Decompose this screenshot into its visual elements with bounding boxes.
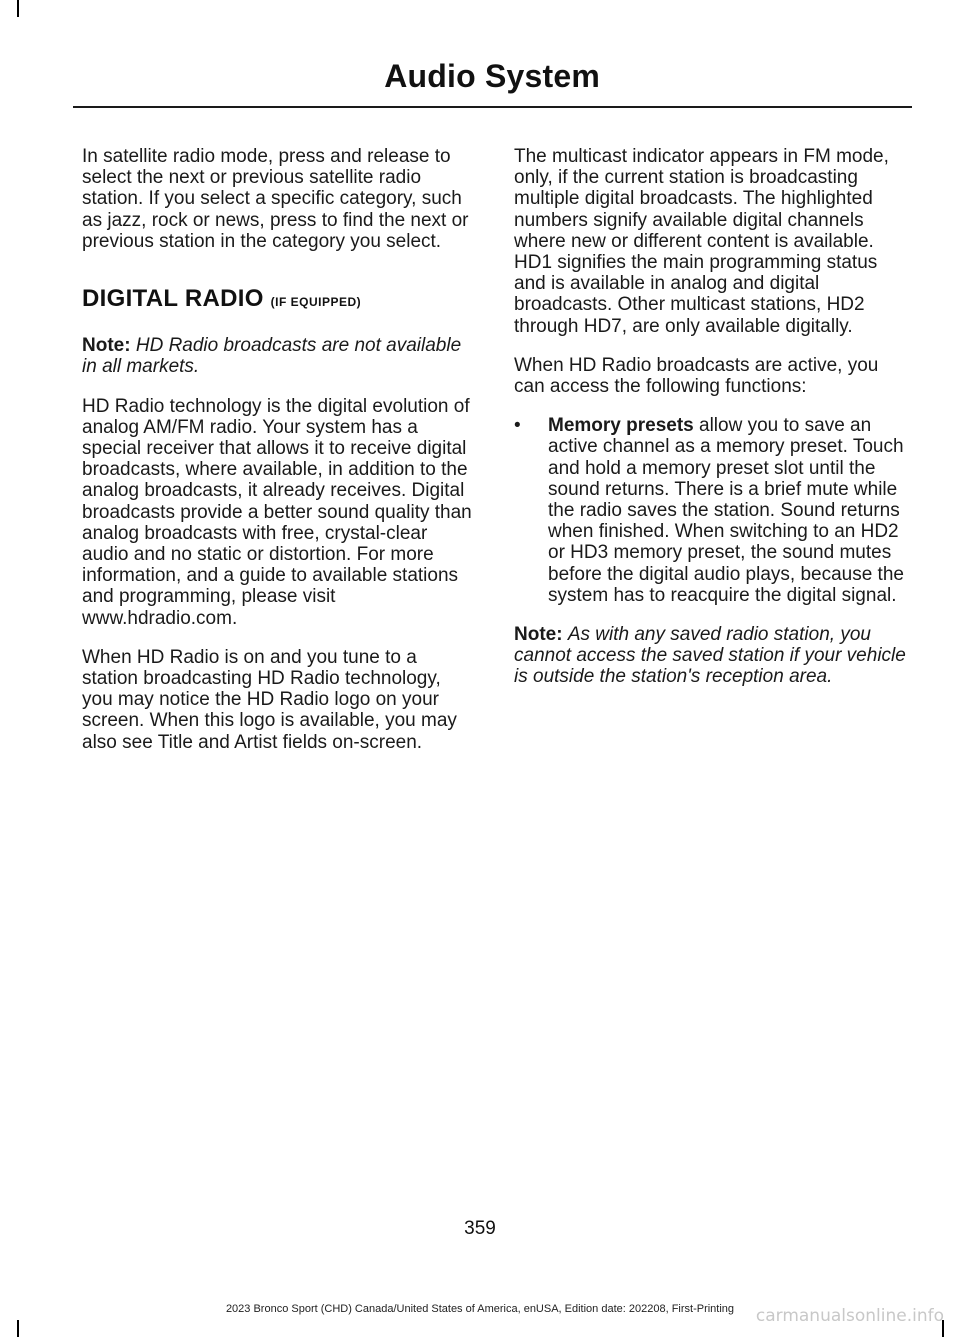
functions-list xyxy=(514,415,908,606)
bullet-term: Memory presets xyxy=(548,415,694,437)
multicast-paragraph: The multicast indicator appears in FM mode, only, if the current station is broadcasting multiple digital broadcasts. The highlighted numbers signify available digital channels where new or different content is available. HD1 signifies the main programming status and is available in analog and digital broadcasts. Other multicast stations, HD2 through HD7, are only available digitally. xyxy=(514,146,889,337)
left-column xyxy=(82,146,476,771)
hd-radio-paragraph: HD Radio technology is the digital evolution of analog AM/FM radio. Your system has a special receiver that allows it to receive digital broadcasts, where available, in addition to the analog broadcasts, it already receives. Digital broadcasts provide a better sound quality than analog broadcasts with free, crystal-clear audio and no static or distortion. For more information, and a guide to available stations and programming, please visit www.hdradio.com. xyxy=(82,395,472,629)
page-title: Audio System xyxy=(384,58,600,94)
crop-mark-top-left xyxy=(17,0,19,17)
page-number: 359 xyxy=(464,1218,496,1239)
header-divider xyxy=(73,106,912,108)
hd-logo-paragraph: When HD Radio is on and you tune to a station broadcasting HD Radio technology, you may notice the HD Radio logo on your screen. When this logo is available, you may also see Title and Artist fields on-screen. xyxy=(82,646,457,753)
section-heading-qualifier: (IF EQUIPPED) xyxy=(270,295,362,310)
bullet-marker: • xyxy=(514,415,521,437)
crop-mark-bottom-left xyxy=(17,1320,19,1337)
intro-paragraph: In satellite radio mode, press and release to select the next or previous satellite radio station. If you select a specific category, such as jazz, rock or news, press to find the next or previous station in the category you select. xyxy=(82,146,469,252)
section-heading xyxy=(82,285,476,313)
note-paragraph-2 xyxy=(514,624,908,688)
note-label-2: Note: xyxy=(514,624,563,646)
right-column xyxy=(514,146,908,706)
bullet-text: allow you to save an active channel as a memory preset. Touch and hold a memory preset slot until the sound returns. There is a brief mute while the radio saves the station. Sound returns when finished. When switching to an HD2 or HD3 memory preset, the sound mutes before the digital audio plays, because the system has to reacquire the digital signal. xyxy=(548,415,904,606)
section-heading-title: DIGITAL RADIO xyxy=(82,285,264,313)
note-paragraph xyxy=(82,335,476,377)
footer-edition-info: 2023 Bronco Sport (CHD) Canada/United States of America, enUSA, Edition date: 202208, First-Printing xyxy=(225,1303,735,1315)
list-item xyxy=(514,415,908,606)
note-text-2: As with any saved radio station, you cannot access the saved station if your vehicle is outside the station's reception area. xyxy=(514,624,906,688)
functions-intro-paragraph: When HD Radio broadcasts are active, you can access the following functions: xyxy=(514,354,879,398)
note-text: HD Radio broadcasts are not available in all markets. xyxy=(82,335,462,378)
watermark: carmanualsonline.info xyxy=(755,1306,944,1326)
note-label: Note: xyxy=(82,335,131,357)
